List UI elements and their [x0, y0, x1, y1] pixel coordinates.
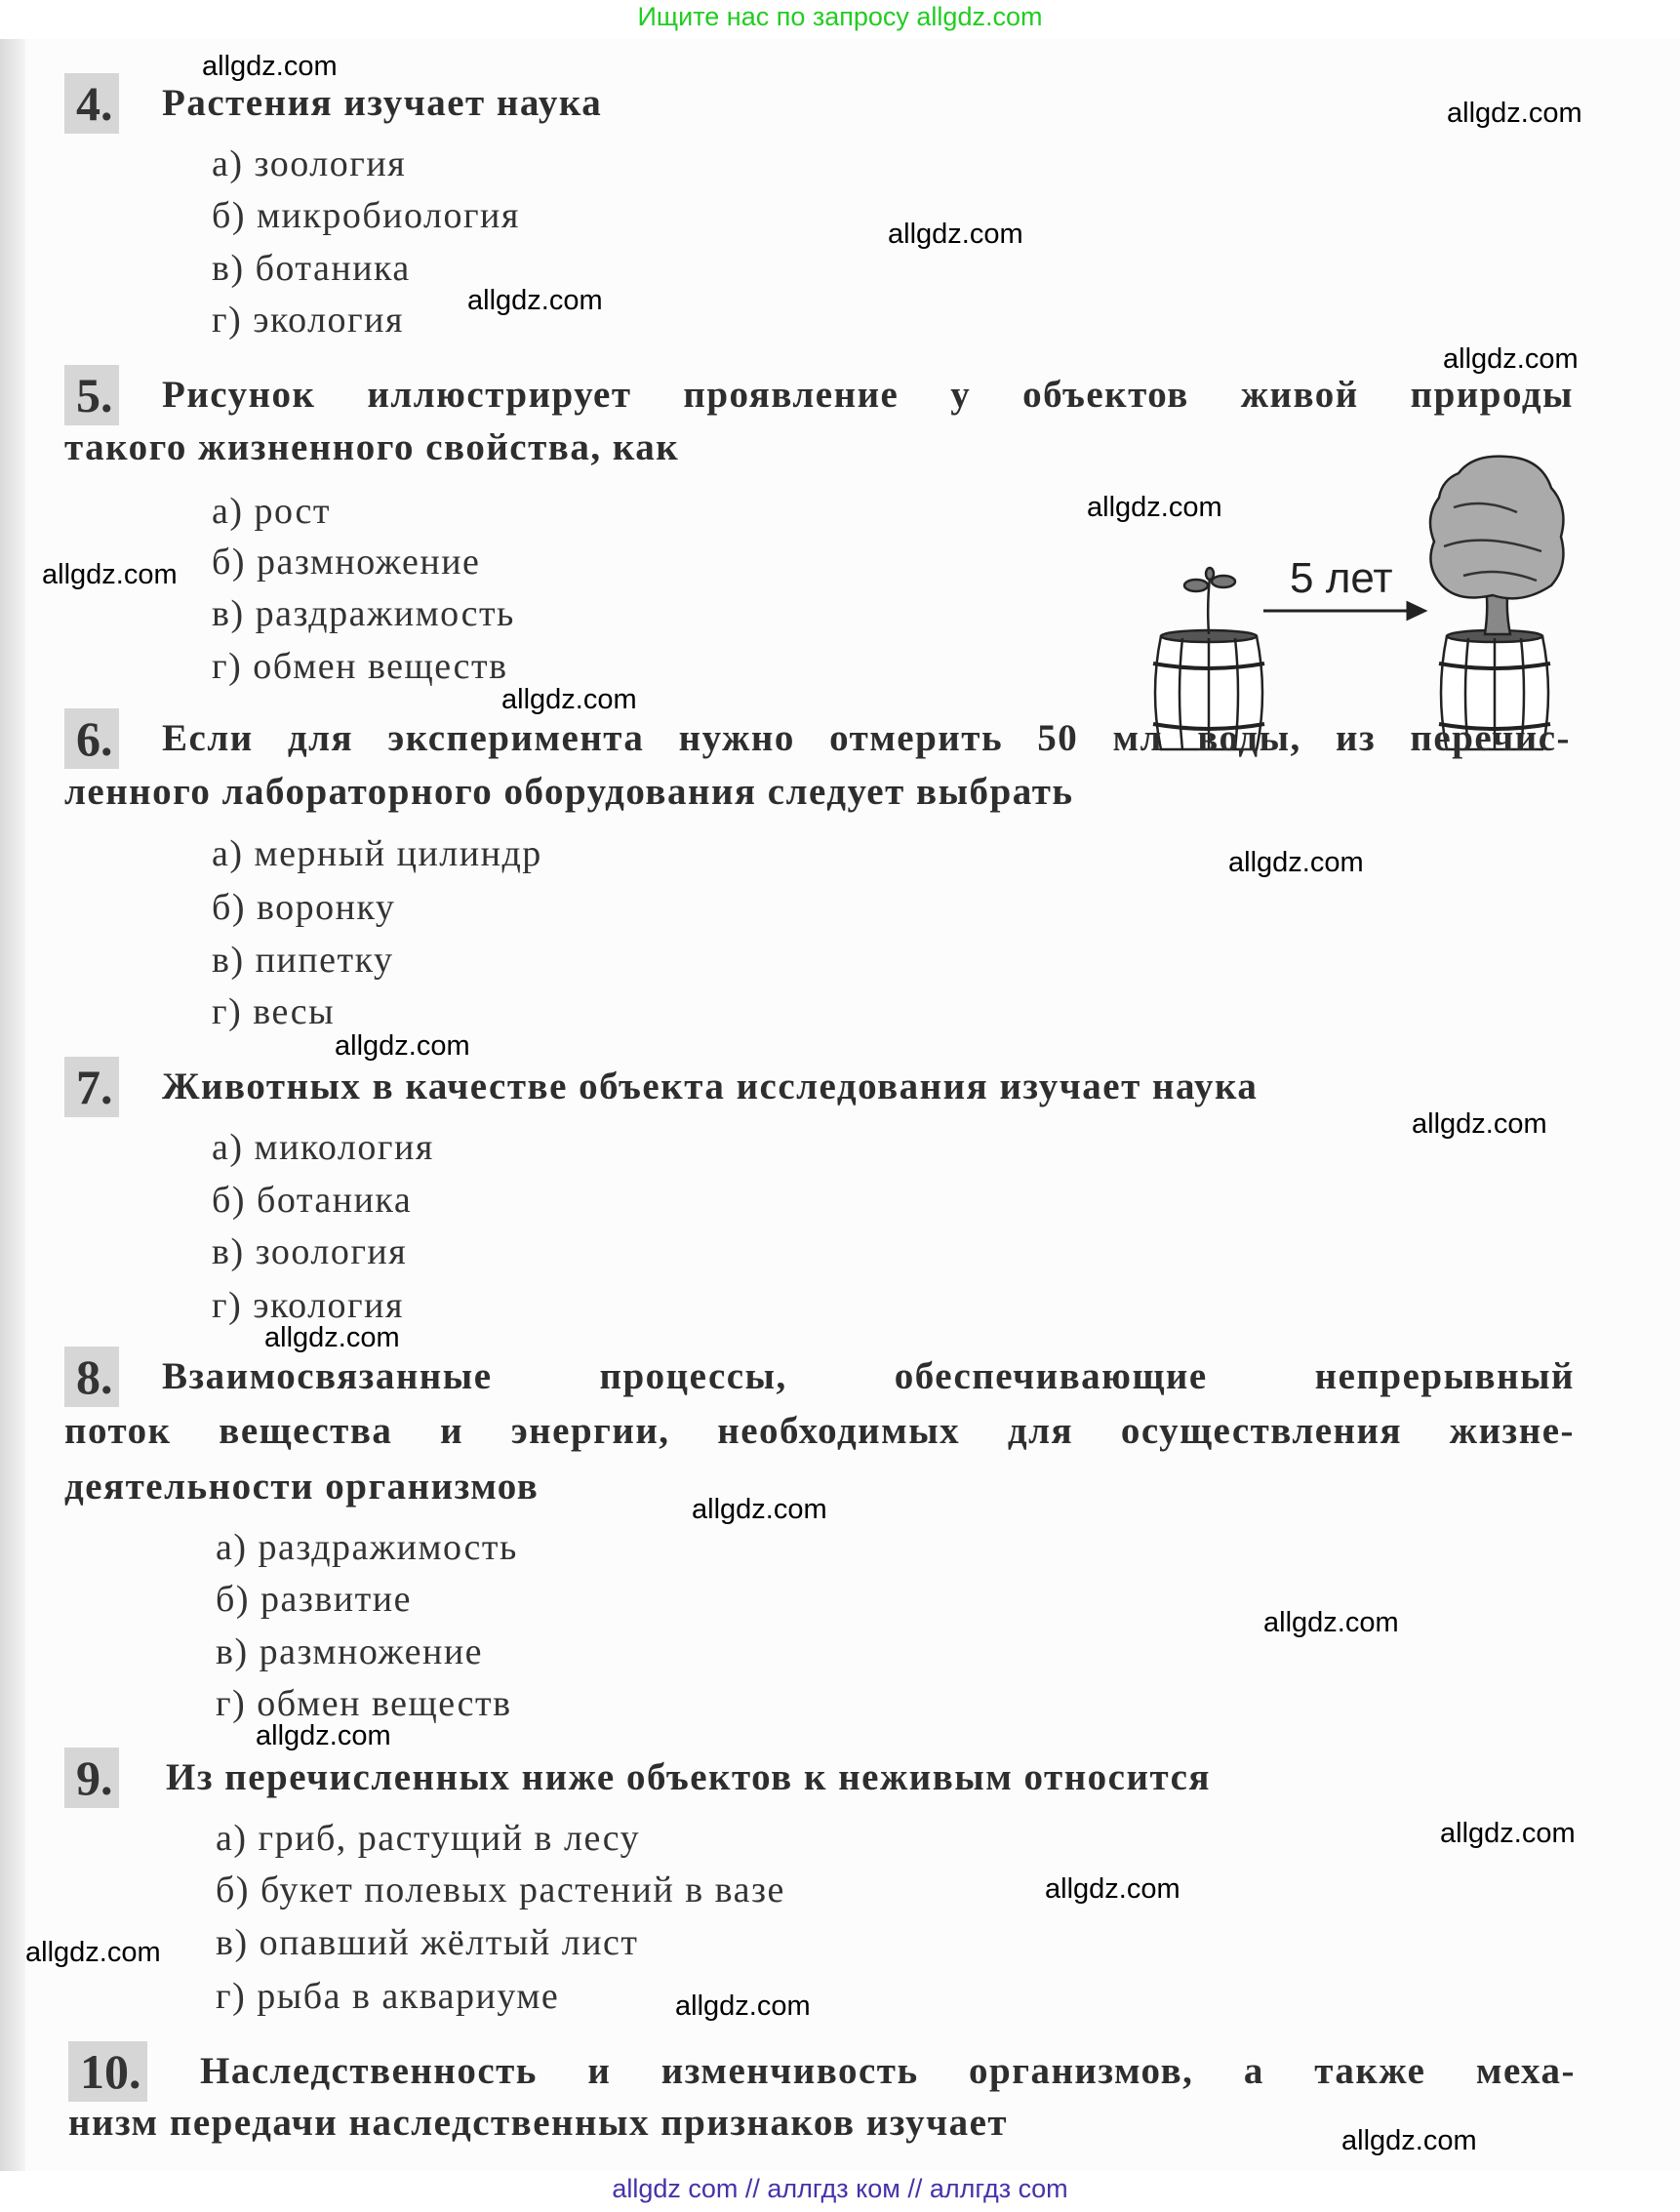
- question-10-text-line-1: Наследственность и изменчивость организмов, а также меха-: [200, 2050, 1576, 2092]
- question-6-text-line-1: Если для эксперимента нужно отмерить 50 мл воды, из перечис-: [162, 717, 1571, 759]
- watermark: allgdz.com: [1440, 1818, 1576, 1849]
- watermark: allgdz.com: [1443, 343, 1579, 375]
- question-4-text: Растения изучает наука: [162, 82, 603, 124]
- figure-label-5-years: 5 лет: [1290, 554, 1393, 602]
- tree-icon: [1430, 457, 1563, 634]
- watermark: allgdz.com: [1412, 1108, 1547, 1140]
- question-8-text-line-3: деятельности организмов: [64, 1466, 540, 1508]
- watermark: allgdz.com: [25, 1937, 161, 1968]
- question-number-9: 9.: [64, 1748, 119, 1808]
- question-number-5: 5.: [64, 365, 119, 425]
- question-6-option-b: б) воронку: [212, 887, 396, 928]
- question-9-option-v: в) опавший жёлтый лист: [216, 1922, 639, 1963]
- question-7-text: Животных в качестве объекта исследования изучает наука: [162, 1066, 1259, 1107]
- question-5-text-line-2: такого жизненного свойства, как: [64, 426, 680, 468]
- watermark: allgdz.com: [888, 219, 1023, 250]
- question-6-option-a: а) мерный цилиндр: [212, 833, 542, 874]
- question-4-option-b: б) микробиология: [212, 195, 520, 236]
- question-number-4: 4.: [64, 73, 119, 134]
- question-9-option-b: б) букет полевых растений в вазе: [216, 1870, 785, 1910]
- question-8-option-b: б) развитие: [216, 1579, 412, 1620]
- watermark: allgdz.com: [1045, 1873, 1180, 1905]
- question-7-option-g: г) экология: [212, 1285, 404, 1326]
- watermark: allgdz.com: [256, 1720, 391, 1751]
- question-5-option-v: в) раздражимость: [212, 593, 515, 634]
- watermark: allgdz.com: [1228, 847, 1364, 878]
- question-5-option-a: а) рост: [212, 491, 331, 532]
- question-8-option-v: в) размножение: [216, 1631, 484, 1672]
- question-4-option-a: а) зоология: [212, 143, 407, 184]
- question-7-option-b: б) ботаника: [212, 1180, 413, 1221]
- sapling-icon: [1184, 568, 1235, 634]
- question-6-text-line-2: ленного лабораторного оборудования следует выбрать: [64, 771, 1074, 813]
- watermark: allgdz.com: [1263, 1607, 1399, 1638]
- question-9-text: Из перечисленных ниже объектов к неживым относится: [166, 1756, 1211, 1798]
- arrow-icon: [1263, 603, 1424, 619]
- question-5-option-b: б) размножение: [212, 542, 481, 583]
- question-4-option-v: в) ботаника: [212, 248, 411, 289]
- question-7-option-v: в) зоология: [212, 1231, 408, 1272]
- question-10-text-line-2: низм передачи наследственных признаков изучает: [68, 2102, 1009, 2144]
- question-5-text-line-1: Рисунок иллюстрирует проявление у объектов живой природы: [162, 374, 1574, 416]
- watermark: allgdz.com: [264, 1322, 400, 1353]
- watermark: allgdz.com: [1087, 492, 1222, 523]
- question-7-option-a: а) микология: [212, 1127, 434, 1168]
- question-6-option-v: в) пипетку: [212, 940, 394, 981]
- watermark: allgdz.com: [501, 684, 637, 715]
- watermark: allgdz.com: [1447, 98, 1582, 129]
- watermark: allgdz.com: [202, 51, 338, 82]
- question-number-10: 10.: [68, 2041, 147, 2102]
- watermark: allgdz.com: [335, 1030, 470, 1062]
- question-8-option-a: а) раздражимость: [216, 1527, 518, 1568]
- question-number-8: 8.: [64, 1347, 119, 1407]
- question-8-text-line-2: поток вещества и энергии, необходимых для осуществления жизне-: [64, 1410, 1575, 1452]
- question-9-option-g: г) рыба в аквариуме: [216, 1976, 560, 2017]
- page-edge-shadow: [0, 39, 25, 2171]
- watermark: allgdz.com: [42, 559, 178, 590]
- question-9-option-a: а) гриб, растущий в лесу: [216, 1818, 641, 1859]
- question-8-text-line-1: Взаимосвязанные процессы, обеспечивающие непрерывный: [162, 1355, 1575, 1397]
- watermark: allgdz.com: [467, 285, 603, 316]
- question-number-6: 6.: [64, 708, 119, 769]
- question-6-option-g: г) весы: [212, 991, 336, 1032]
- watermark: allgdz.com: [675, 1991, 811, 2022]
- question-5-option-g: г) обмен веществ: [212, 646, 508, 687]
- watermark: allgdz.com: [1341, 2125, 1477, 2156]
- question-4-option-g: г) экология: [212, 300, 404, 341]
- search-banner[interactable]: Ищите нас по запросу allgdz.com: [637, 2, 1043, 31]
- question-number-7: 7.: [64, 1057, 119, 1117]
- footer-links[interactable]: allgdz com // аллгдз ком // аллгдз com: [612, 2174, 1068, 2203]
- question-8-option-g: г) обмен веществ: [216, 1683, 512, 1724]
- watermark: allgdz.com: [692, 1494, 827, 1525]
